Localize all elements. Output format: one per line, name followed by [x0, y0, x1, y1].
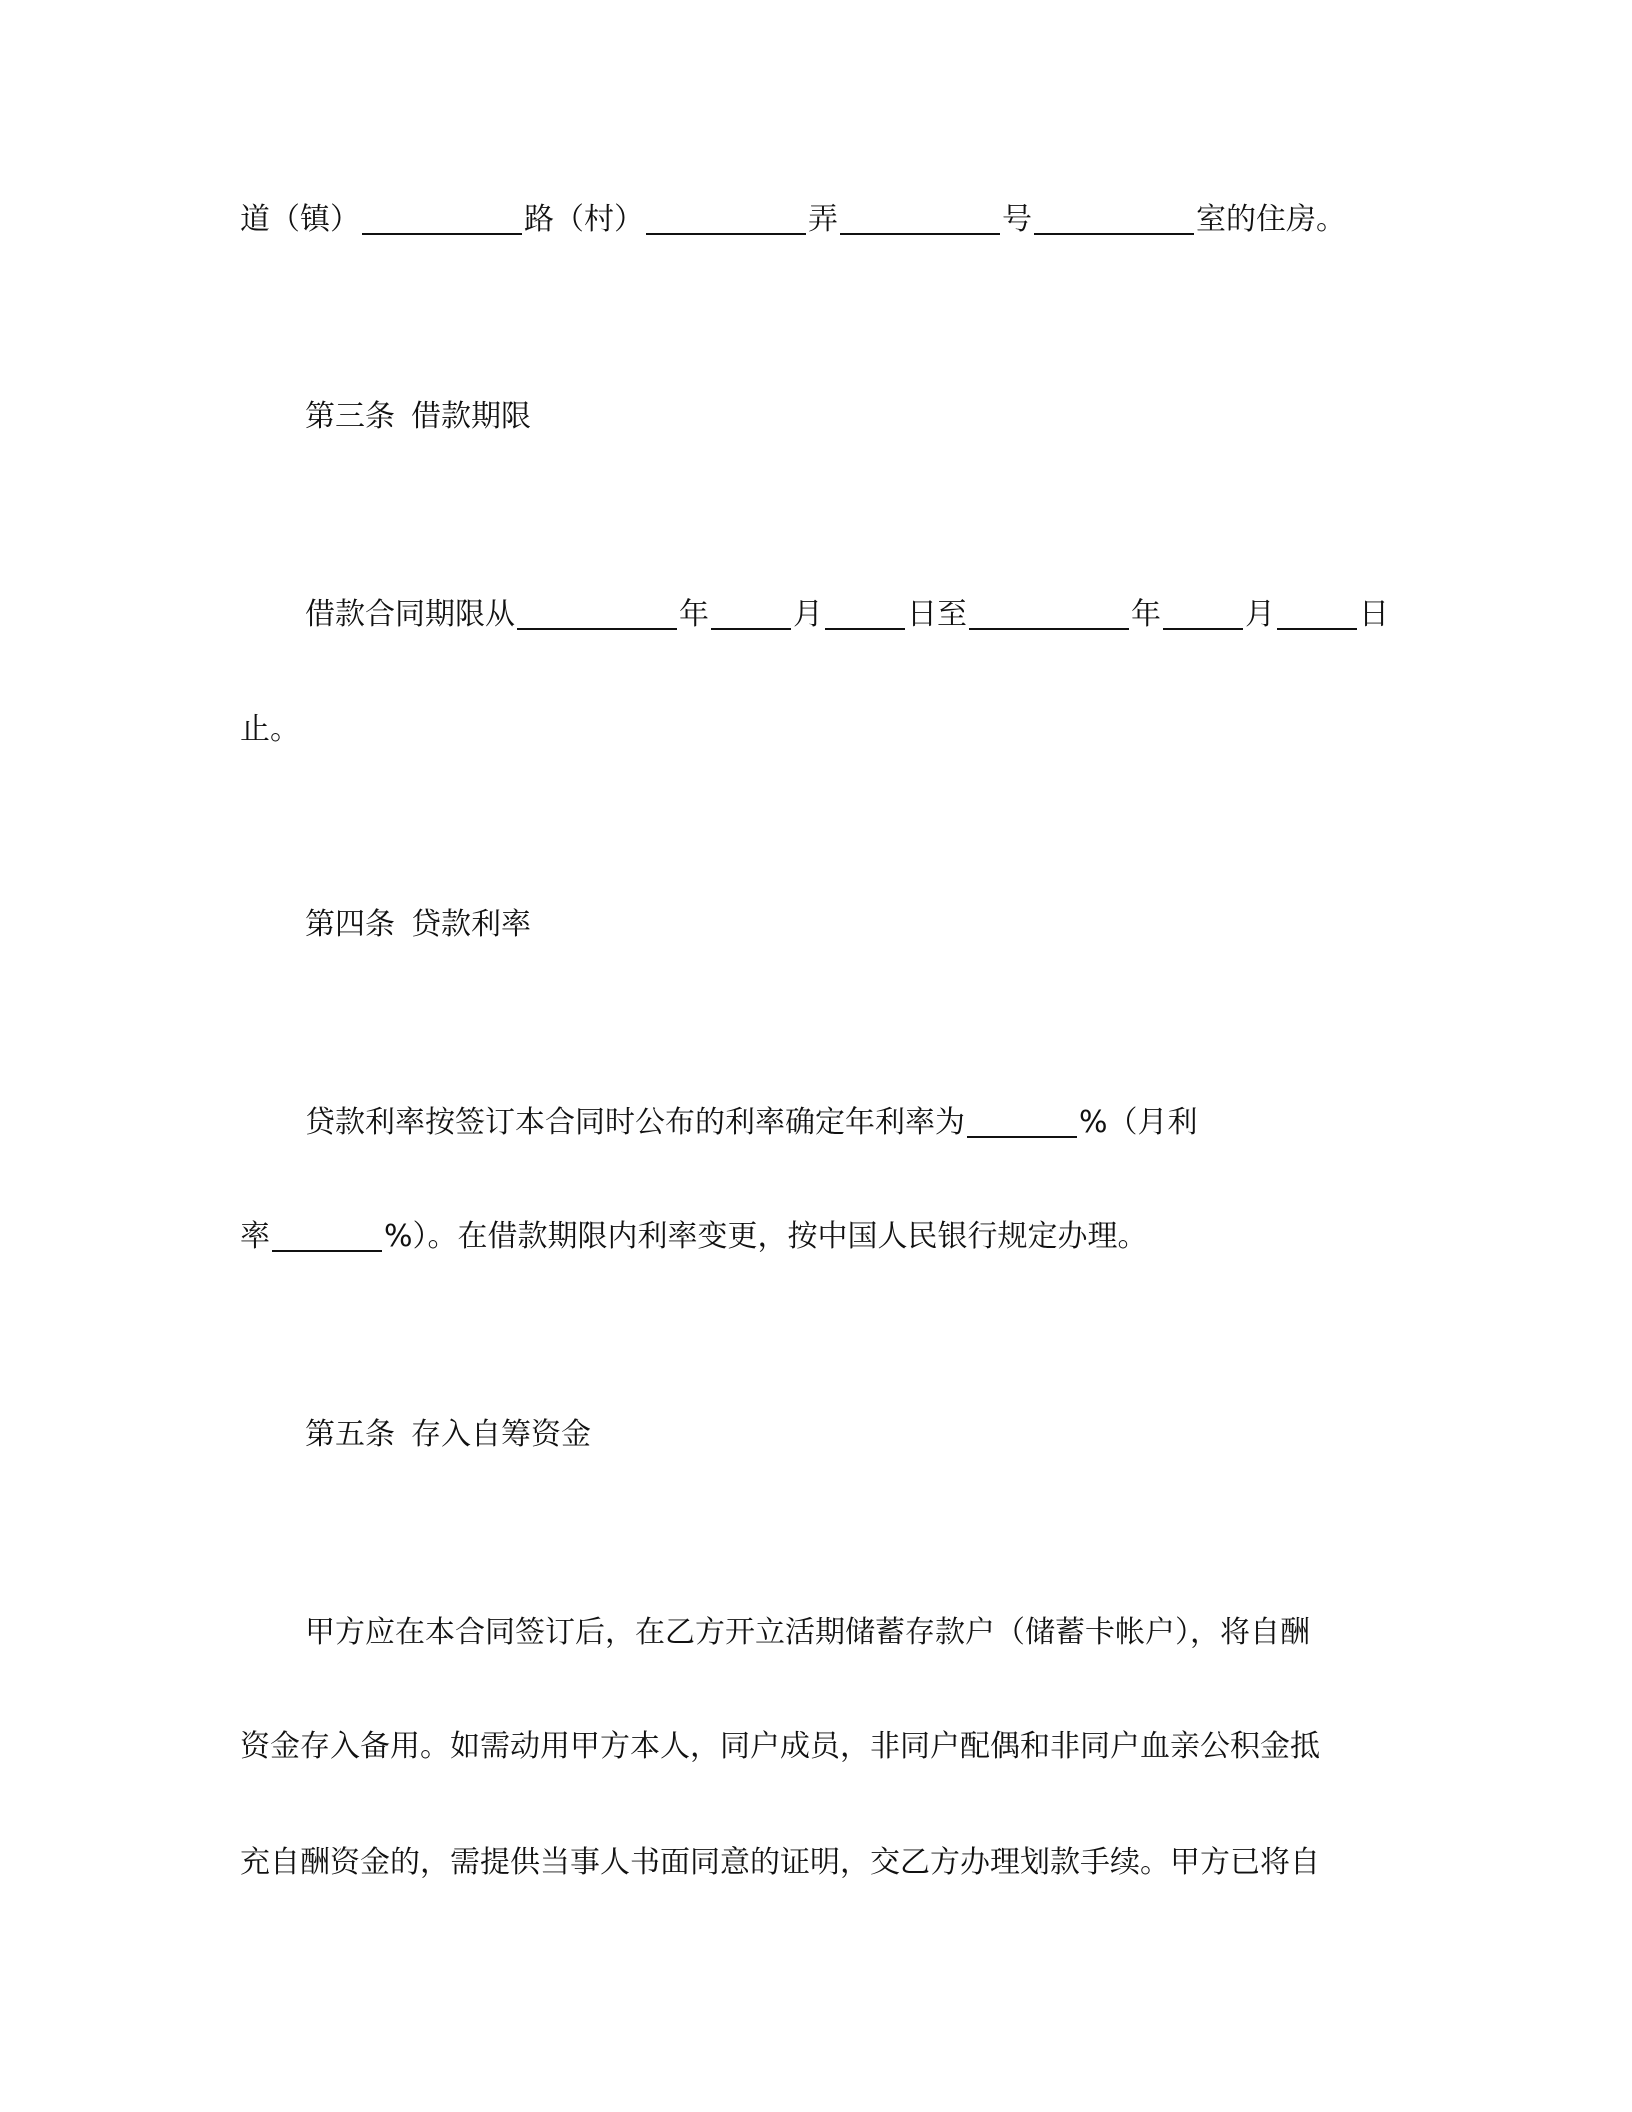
text-segment: 日	[1359, 597, 1389, 632]
text-line	[240, 1722, 1320, 1762]
article-title: 贷款利率	[411, 907, 531, 942]
blank-field[interactable]	[967, 1106, 1077, 1138]
text-segment: 止。	[240, 712, 300, 747]
address-line	[240, 195, 1346, 235]
blank-field[interactable]	[517, 598, 677, 630]
text-line	[240, 705, 300, 745]
blank-field[interactable]	[362, 203, 522, 235]
article-number: 第四条	[305, 907, 395, 942]
article-number: 第三条	[305, 399, 395, 434]
text-segment: %（月利	[1079, 1105, 1198, 1140]
blank-field[interactable]	[825, 598, 905, 630]
text-segment: 日至	[907, 597, 967, 632]
text-segment: 室的住房。	[1196, 202, 1346, 237]
text-segment: 年	[1131, 597, 1161, 632]
loan-term-line	[305, 590, 1389, 630]
monthly-rate-line	[240, 1212, 1148, 1252]
blank-field[interactable]	[711, 598, 791, 630]
text-segment: 号	[1002, 202, 1032, 237]
article-5-heading	[305, 1410, 591, 1450]
blank-field[interactable]	[272, 1220, 382, 1252]
blank-field[interactable]	[1163, 598, 1243, 630]
text-line	[305, 1608, 1310, 1648]
article-title: 存入自筹资金	[411, 1417, 591, 1452]
blank-field[interactable]	[646, 203, 806, 235]
text-segment: 路（村）	[524, 202, 644, 237]
blank-field[interactable]	[969, 598, 1129, 630]
text-segment: 月	[793, 597, 823, 632]
text-segment: 弄	[808, 202, 838, 237]
text-segment: 借款合同期限从	[305, 597, 515, 632]
text-segment: 率	[240, 1219, 270, 1254]
blank-field[interactable]	[1277, 598, 1357, 630]
text-segment: 年	[679, 597, 709, 632]
text-segment: 贷款利率按签订本合同时公布的利率确定年利率为	[305, 1105, 965, 1140]
article-title: 借款期限	[411, 399, 531, 434]
blank-field[interactable]	[840, 203, 1000, 235]
text-line	[240, 1838, 1320, 1878]
text-segment: 月	[1245, 597, 1275, 632]
article-3-heading	[305, 392, 531, 432]
text-segment: 道（镇）	[240, 202, 360, 237]
blank-field[interactable]	[1034, 203, 1194, 235]
interest-rate-line	[305, 1098, 1198, 1138]
article-number: 第五条	[305, 1417, 395, 1452]
text-segment: 甲方应在本合同签订后，在乙方开立活期储蓄存款户（储蓄卡帐户），将自酬	[305, 1615, 1310, 1650]
article-4-heading	[305, 900, 531, 940]
text-segment: 充自酬资金的，需提供当事人书面同意的证明，交乙方办理划款手续。甲方已将自	[240, 1845, 1320, 1880]
text-segment: 资金存入备用。如需动用甲方本人，同户成员，非同户配偶和非同户血亲公积金抵	[240, 1729, 1320, 1764]
text-segment: %）。在借款期限内利率变更，按中国人民银行规定办理。	[384, 1219, 1148, 1254]
